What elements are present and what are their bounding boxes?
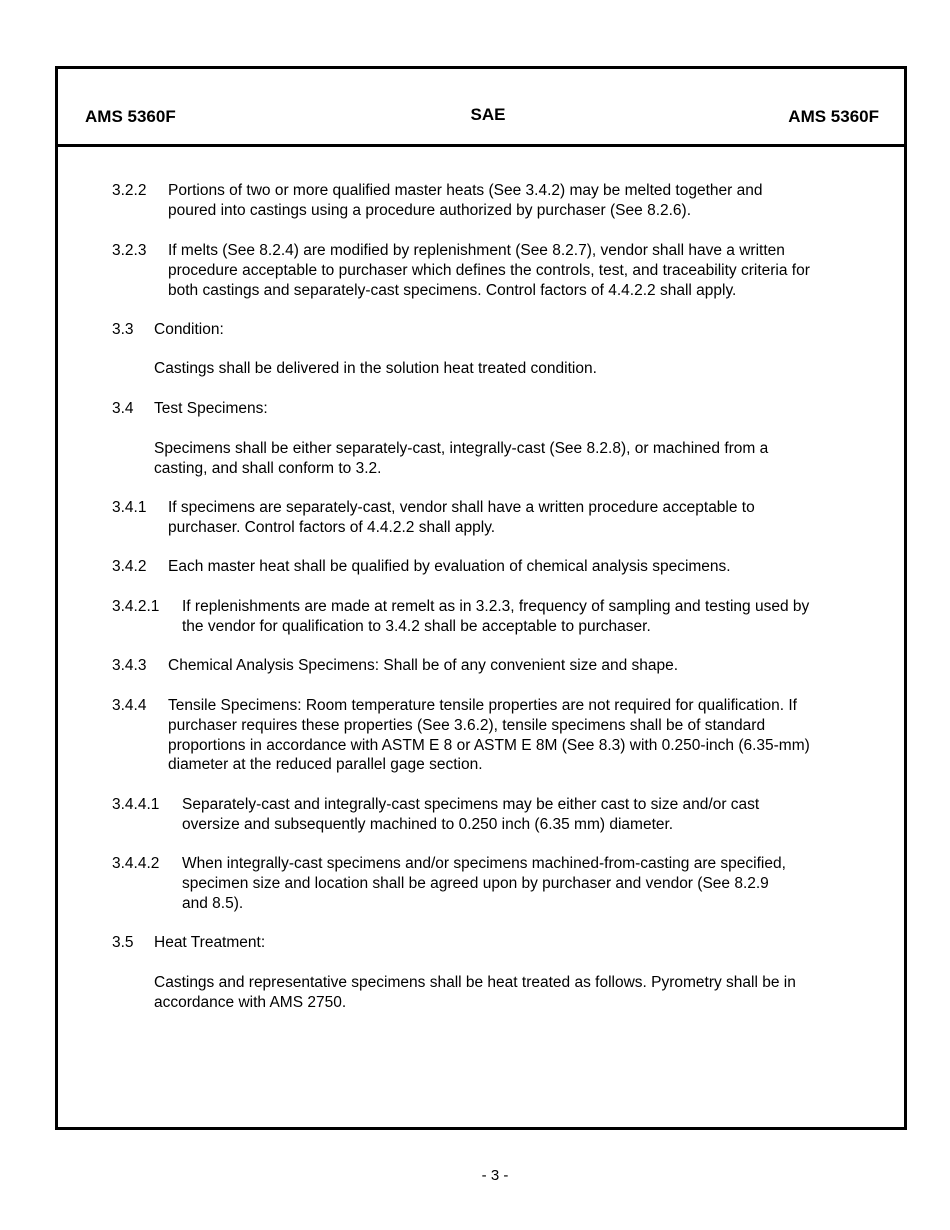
section-line: diameter at the reduced parallel gage section. — [168, 756, 483, 774]
section-line: If melts (See 8.2.4) are modified by replenishment (See 8.2.7), vendor shall have a written — [168, 242, 785, 259]
page-header — [58, 69, 904, 147]
section-number: 3.4.3 — [112, 657, 147, 674]
section-line: oversize and subsequently machined to 0.250 inch (6.35 mm) diameter. — [182, 815, 674, 833]
section-line: If specimens are separately-cast, vendor shall have a written procedure acceptable to — [168, 499, 755, 516]
section-number: 3.5 — [112, 934, 134, 951]
section-line: Each master heat shall be qualified by evaluation of chemical analysis specimens. — [168, 558, 731, 575]
section-line: If replenishments are made at remelt as in 3.2.3, frequency of sampling and testing used by — [182, 598, 810, 615]
section-number: 3.2.2 — [112, 182, 147, 199]
heat-treatment-text — [154, 973, 796, 1013]
section-heading: Test Specimens: — [154, 400, 268, 417]
section-number: 3.4.4.2 — [112, 855, 160, 872]
section-heading: Heat Treatment: — [154, 934, 266, 951]
section-heading: Condition: — [154, 321, 224, 338]
section-line: Chemical Analysis Specimens: Shall be of any convenient size and shape. — [168, 657, 679, 674]
section-line: poured into castings using a procedure authorized by purchaser (See 8.2.6). — [168, 201, 692, 219]
section-line: casting, and shall conform to 3.2. — [154, 459, 382, 477]
section-line: proportions in accordance with ASTM E 8 or ASTM E 8M (See 8.3) with 0.250-inch (6.35-mm) — [168, 736, 810, 754]
section-line: Separately-cast and integrally-cast specimens may be either cast to size and/or cast — [182, 796, 760, 813]
section-line: accordance with AMS 2750. — [154, 993, 347, 1011]
section-number: 3.4.2.1 — [112, 598, 160, 615]
section-line: Tensile Specimens: Room temperature tensile properties are not required for qualification. If — [168, 697, 797, 714]
section-line: purchaser. Control factors of 4.4.2.2 shall apply. — [168, 518, 496, 536]
section-number: 3.3 — [112, 321, 134, 338]
condition-text: Castings shall be delivered in the solution heat treated condition. — [154, 360, 597, 377]
section-number: 3.2.3 — [112, 242, 147, 259]
section-line: Castings and representative specimens shall be heat treated as follows. Pyrometry shall be in — [154, 974, 796, 991]
section-number: 3.4.4 — [112, 697, 147, 714]
test-specimens-text — [154, 439, 768, 479]
section-number: 3.4.2 — [112, 558, 147, 575]
section-line: purchaser requires these properties (See 3.6.2), tensile specimens shall be of standard — [168, 716, 766, 734]
header-doc-id-right: AMS 5360F — [788, 107, 879, 126]
section-line: procedure acceptable to purchaser which defines the controls, test, and traceability criteria for — [168, 261, 810, 279]
section-number: 3.4 — [112, 400, 134, 417]
section-line: and 8.5). — [182, 894, 244, 912]
section-line: When integrally-cast specimens and/or specimens machined-from-casting are specified, — [182, 855, 786, 872]
section-line: the vendor for qualification to 3.4.2 shall be acceptable to purchaser. — [182, 617, 651, 635]
section-line: Specimens shall be either separately-cast, integrally-cast (See 8.2.8), or machined from a — [154, 440, 769, 457]
section-line: both castings and separately-cast specimens. Control factors of 4.4.2.2 shall apply. — [168, 281, 737, 299]
section-line: specimen size and location shall be agreed upon by purchaser and vendor (See 8.2.9 — [182, 874, 769, 892]
section-number: 3.4.4.1 — [112, 796, 160, 813]
section-line: Portions of two or more qualified master heats (See 3.4.2) may be melted together and — [168, 182, 763, 199]
header-org: SAE — [470, 105, 506, 124]
section-number: 3.4.1 — [112, 499, 147, 516]
page-number: - 3 - — [481, 1167, 509, 1184]
header-doc-id-left: AMS 5360F — [85, 107, 176, 126]
